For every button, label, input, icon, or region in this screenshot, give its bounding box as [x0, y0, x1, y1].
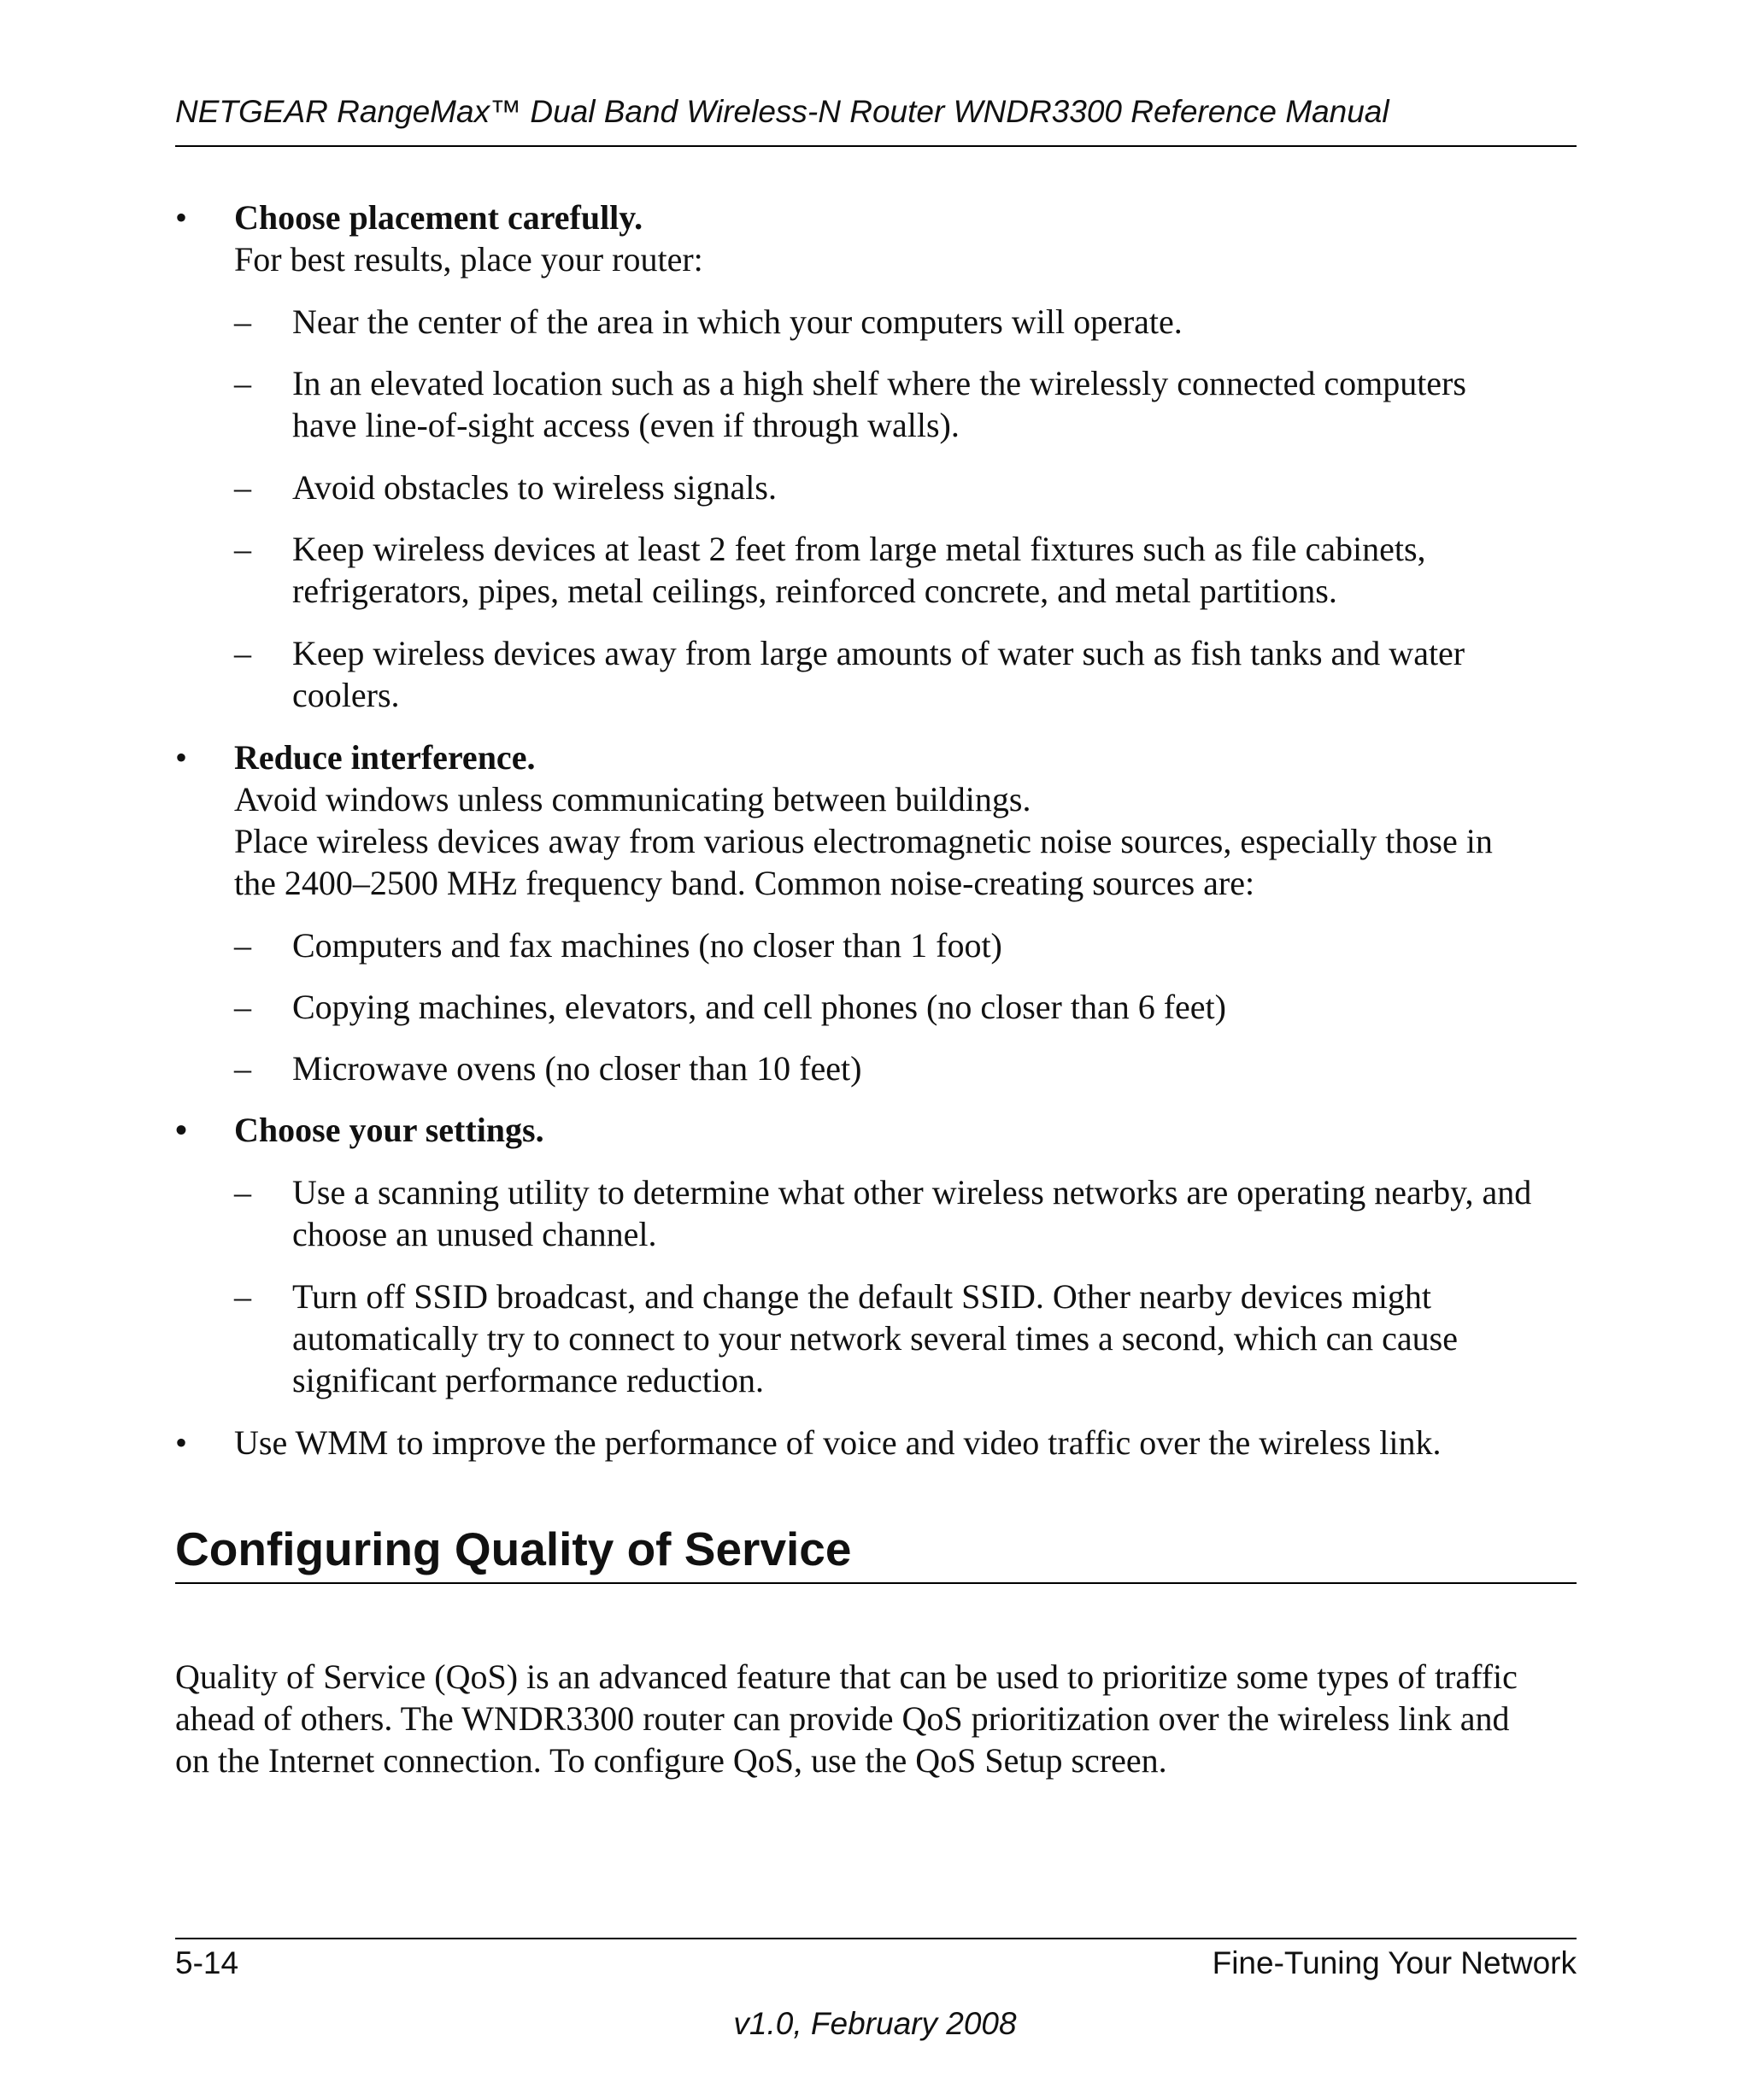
running-header: NETGEAR RangeMax™ Dual Band Wireless-N Router WNDR3300 Reference Manual — [175, 94, 1389, 129]
dash-glyph: – — [234, 468, 251, 507]
list-item-continued: significant performance reduction. — [292, 1361, 764, 1399]
list-item: Microwave ovens (no closer than 10 feet) — [292, 1049, 862, 1088]
list-item: Turn off SSID broadcast, and change the default SSID. Other nearby devices might — [292, 1277, 1432, 1316]
dash-glyph: – — [234, 926, 251, 965]
list-item: Keep wireless devices away from large amounts of water such as fish tanks and water — [292, 634, 1465, 672]
dash-glyph: – — [234, 1049, 251, 1088]
paragraph-line: Quality of Service (QoS) is an advanced feature that can be used to prioritize some types of traffic — [175, 1657, 1518, 1696]
bullet-intro-placement: For best results, place your router: — [234, 240, 703, 279]
dash-glyph: – — [234, 530, 251, 568]
dash-glyph: – — [234, 1277, 251, 1316]
list-item: Use a scanning utility to determine what other wireless networks are operating nearby, and — [292, 1173, 1532, 1211]
list-item: Near the center of the area in which your computers will operate. — [292, 302, 1183, 341]
bullet-title-settings: Choose your settings. — [234, 1111, 544, 1149]
bullet-glyph: • — [175, 738, 188, 777]
header-rule — [175, 145, 1577, 147]
dash-glyph: – — [234, 634, 251, 672]
version-line: v1.0, February 2008 — [733, 2006, 1017, 2041]
list-item-continued: choose an unused channel. — [292, 1215, 657, 1253]
paragraph-line: on the Internet connection. To configure QoS, use the QoS Setup screen. — [175, 1741, 1167, 1780]
list-item-continued: refrigerators, pipes, metal ceilings, reinforced concrete, and metal partitions. — [292, 572, 1337, 610]
list-item-continued: have line-of-sight access (even if through walls). — [292, 406, 960, 444]
bullet-title-interference: Reduce interference. — [234, 738, 536, 777]
dash-glyph: – — [234, 1173, 251, 1211]
list-item-continued: coolers. — [292, 676, 400, 714]
dash-glyph: – — [234, 988, 251, 1026]
bullet-glyph: • — [175, 1423, 188, 1462]
list-item-continued: automatically try to connect to your network several times a second, which can cause — [292, 1319, 1458, 1358]
bullet-title-placement: Choose placement carefully. — [234, 198, 643, 237]
list-item: Copying machines, elevators, and cell phones (no closer than 6 feet) — [292, 988, 1226, 1026]
bullet-glyph: • — [175, 198, 188, 237]
paragraph-line: the 2400–2500 MHz frequency band. Common noise-creating sources are: — [234, 864, 1255, 902]
paragraph-line: Avoid windows unless communicating between buildings. — [234, 780, 1031, 818]
chapter-title: Fine-Tuning Your Network — [1212, 1945, 1577, 1980]
bullet-text-wmm: Use WMM to improve the performance of voice and video traffic over the wireless link. — [234, 1423, 1442, 1462]
footer-rule — [175, 1938, 1577, 1939]
heading-rule — [175, 1582, 1577, 1584]
dash-glyph: – — [234, 364, 251, 402]
paragraph-line: Place wireless devices away from various electromagnetic noise sources, especially those in — [234, 822, 1493, 860]
section-heading: Configuring Quality of Service — [175, 1522, 852, 1575]
list-item: In an elevated location such as a high shelf where the wirelessly connected computers — [292, 364, 1466, 402]
bullet-glyph: • — [175, 1111, 188, 1149]
dash-glyph: – — [234, 302, 251, 341]
list-item: Keep wireless devices at least 2 feet from large metal fixtures such as file cabinets, — [292, 530, 1426, 568]
list-item: Avoid obstacles to wireless signals. — [292, 468, 777, 507]
list-item: Computers and fax machines (no closer than 1 foot) — [292, 926, 1002, 965]
paragraph-line: ahead of others. The WNDR3300 router can provide QoS prioritization over the wireless link and — [175, 1699, 1510, 1738]
page-number: 5-14 — [175, 1945, 239, 1980]
